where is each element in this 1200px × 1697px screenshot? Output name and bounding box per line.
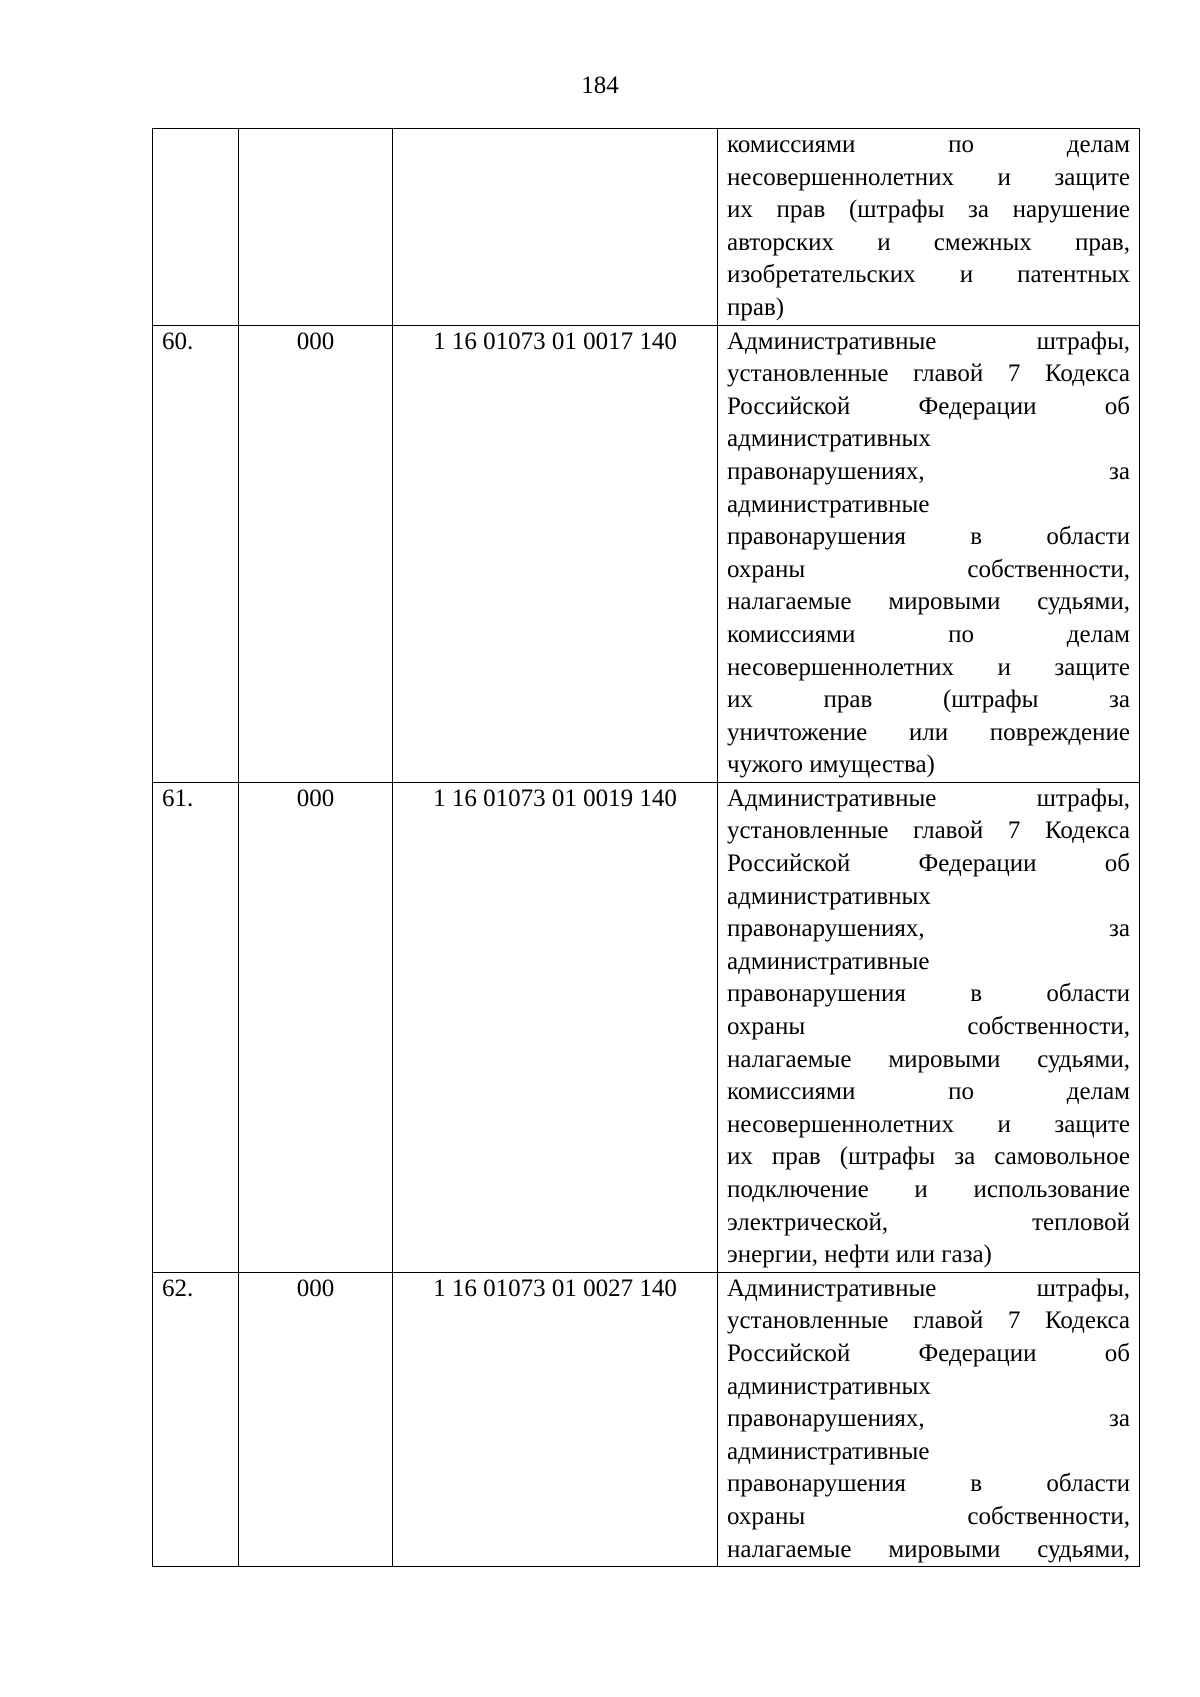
- description-line: установленные главой 7 Кодекса: [727, 1307, 1130, 1335]
- description-line: Административные штрафы,: [727, 784, 1130, 812]
- admin-code-cell: 000: [239, 782, 393, 1272]
- kbk-code-cell: 1 16 01073 01 0017 140: [393, 325, 718, 782]
- description-line: комиссиями по делам: [727, 620, 1130, 648]
- description-line: комиссиями по делам: [727, 131, 1130, 158]
- description-line: несовершеннолетних и защите: [727, 163, 1130, 191]
- description-line: правонарушениях, за: [727, 1405, 1130, 1433]
- description-line: правонарушениях, за: [727, 457, 1130, 485]
- description-line: их прав (штрафы за: [727, 686, 1130, 714]
- description-line: энергии, нефти или газа): [727, 1241, 992, 1269]
- description-line: чужого имущества): [727, 751, 935, 779]
- page-number: 184: [581, 72, 619, 99]
- description-line: административные: [727, 947, 930, 975]
- kbk-code-cell: 1 16 01073 01 0027 140: [393, 1272, 718, 1566]
- description-line: правонарушения в области: [727, 523, 1130, 551]
- description-line: установленные главой 7 Кодекса: [727, 360, 1130, 388]
- description-cell: [718, 1272, 1140, 1566]
- kbk-code-cell: [393, 129, 718, 326]
- description-line: налагаемые мировыми судьями,: [727, 588, 1130, 616]
- description-line: электрической, тепловой: [727, 1208, 1130, 1236]
- table-row-60: [153, 325, 1140, 782]
- description-line: Российской Федерации об: [727, 392, 1130, 420]
- description-line: несовершеннолетних и защите: [727, 653, 1130, 681]
- description-line: Административные штрафы,: [727, 327, 1130, 355]
- description-line: охраны собственности,: [727, 1013, 1130, 1041]
- description-line: прав): [727, 293, 785, 321]
- description-line: авторских и смежных прав,: [727, 228, 1130, 256]
- table-row-62: [153, 1272, 1140, 1566]
- admin-code-cell: [239, 129, 393, 326]
- description-line: охраны собственности,: [727, 555, 1130, 583]
- description-line: охраны собственности,: [727, 1502, 1130, 1530]
- description-line: налагаемые мировыми судьями,: [727, 1535, 1130, 1563]
- description-cell: [718, 129, 1140, 326]
- description-line: административных: [727, 882, 931, 910]
- table-row-continuation: [153, 129, 1140, 326]
- admin-code-cell: 000: [239, 1272, 393, 1566]
- description-line: административные: [727, 490, 930, 518]
- description-line: Российской Федерации об: [727, 1339, 1130, 1367]
- description-line: установленные главой 7 Кодекса: [727, 817, 1130, 845]
- row-number-cell: 62.: [153, 1272, 239, 1566]
- description-line: уничтожение или повреждение: [727, 718, 1130, 746]
- description-line: административные: [727, 1437, 930, 1465]
- description-line: административных: [727, 425, 931, 453]
- row-number-cell: [153, 129, 239, 326]
- description-line: Российской Федерации об: [727, 850, 1130, 878]
- description-line: их прав (штрафы за самовольное: [727, 1143, 1130, 1171]
- kbk-code-cell: 1 16 01073 01 0019 140: [393, 782, 718, 1272]
- description-line: правонарушениях, за: [727, 915, 1130, 943]
- description-cell: [718, 782, 1140, 1272]
- description-line: правонарушения в области: [727, 980, 1130, 1008]
- table-row-61: [153, 782, 1140, 1272]
- description-line: правонарушения в области: [727, 1470, 1130, 1498]
- description-line: налагаемые мировыми судьями,: [727, 1045, 1130, 1073]
- description-line: их прав (штрафы за нарушение: [727, 196, 1130, 224]
- description-line: несовершеннолетних и защите: [727, 1110, 1130, 1138]
- description-line: административных: [727, 1372, 931, 1400]
- description-line: Административные штрафы,: [727, 1274, 1130, 1302]
- description-line: комиссиями по делам: [727, 1078, 1130, 1106]
- description-line: подключение и использование: [727, 1176, 1130, 1203]
- admin-code-cell: 000: [239, 325, 393, 782]
- row-number-cell: 61.: [153, 782, 239, 1272]
- description-line: изобретательских и патентных: [727, 261, 1130, 289]
- revenue-codes-table: [152, 128, 1140, 1567]
- row-number-cell: 60.: [153, 325, 239, 782]
- description-cell: [718, 325, 1140, 782]
